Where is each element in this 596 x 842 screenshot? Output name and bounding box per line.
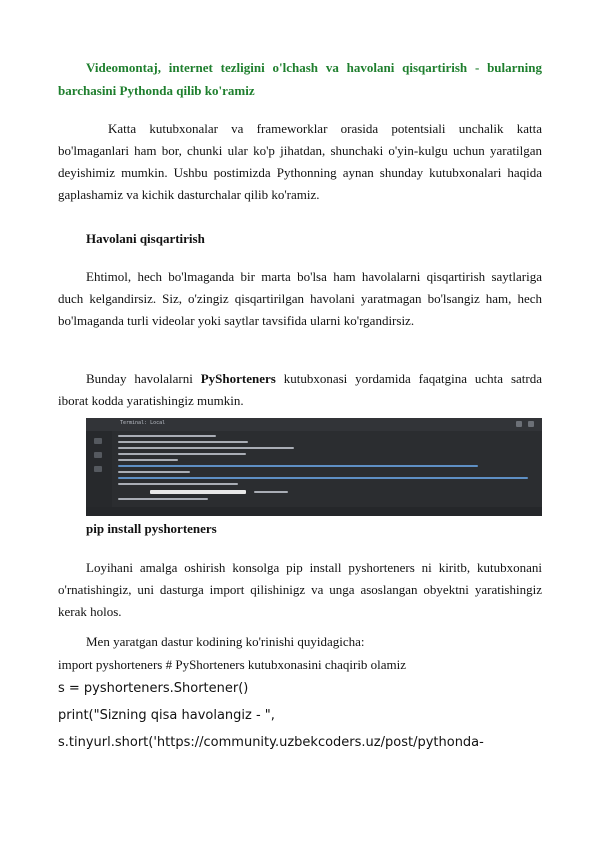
terminal-output-line [118, 471, 190, 473]
code-line-shortener: s = pyshorteners.Shortener() [58, 681, 249, 696]
article-title: Videomontaj, internet tezligini o'lchash va havolani qisqartirish - bularning barchasini Pythonda qilib ko'ramiz [58, 60, 542, 98]
paragraph-pyshorteners [58, 368, 542, 412]
terminal-output-line [118, 435, 216, 437]
paragraph-shortening-sites: Ehtimol, hech bo'lmaganda bir marta bo'lsa ham havolalarni qisqartirish saytlariga duch kelgandirsiz. Siz, o'zingiz qisqartirilgan havolani yaratmagan bo'lsangiz ham, hech bo'lmaganda turli videolar yoki saytlar tavsifida ularni ko'rgandirsiz. [58, 269, 542, 328]
terminal-output-line [118, 477, 528, 479]
terminal-icon [94, 466, 102, 472]
terminal-output-line [118, 441, 248, 443]
code-line-tinyurl: s.tinyurl.short('https://community.uzbekcoders.uz/post/pythonda- [58, 735, 484, 750]
settings-icon [516, 421, 522, 427]
terminal-output-line [118, 447, 294, 449]
para2-before: Bunday havolalarni [86, 371, 201, 386]
install-command: pip install pyshorteners [86, 521, 217, 536]
pyshorteners-bold: PyShorteners [200, 371, 276, 386]
terminal-output-line [118, 459, 178, 461]
terminal-status-bar [86, 507, 542, 516]
code-line-import: import pyshorteners # PyShorteners kutubxonasini chaqirib olamiz [58, 657, 407, 672]
code-intro: Men yaratgan dastur kodining ko'rinishi quyidagicha: [86, 634, 365, 649]
paragraph-installation: Loyihani amalga oshirish konsolga pip install pyshorteners ni kiritb, kutubxonani o'rnatishingiz, uni dasturga import qilishinigz va unga asoslangan obyektni yaratishingiz kerak holos. [58, 560, 542, 619]
stop-icon [94, 452, 102, 458]
terminal-output-line [118, 498, 208, 500]
run-icon [94, 438, 102, 444]
download-progress-bar [150, 490, 246, 494]
terminal-output-line [118, 483, 238, 485]
terminal-output-line [254, 491, 288, 493]
code-line-print: print("Sizning qisa havolangiz - ", [58, 708, 275, 723]
para2-after: kutubxonasi yordamida faqatgina uchta satrda iborat kodda yaratishingiz mumkin. [58, 371, 543, 408]
intro-paragraph: Katta kutubxonalar va frameworklar orasida potentsiali unchalik katta bo'lmaganlari ham bor, chunki ular ko'p jihatdan, shunchaki o'yin-kulgu uchun yaratilgan deyishimiz mumkin. Ushbu postimizda Pythonning aynan shunday kutubxonalari haqida gaplashamiz va kichik dasturchalar qilib ko'ramiz. [58, 121, 542, 202]
terminal-output-line [118, 453, 246, 455]
terminal-tab-label: Terminal: Local [120, 420, 166, 426]
section-heading: Havolani qisqartirish [86, 231, 205, 246]
terminal-output-line [118, 465, 478, 467]
minimize-icon [528, 421, 534, 427]
terminal-screenshot [86, 418, 542, 516]
